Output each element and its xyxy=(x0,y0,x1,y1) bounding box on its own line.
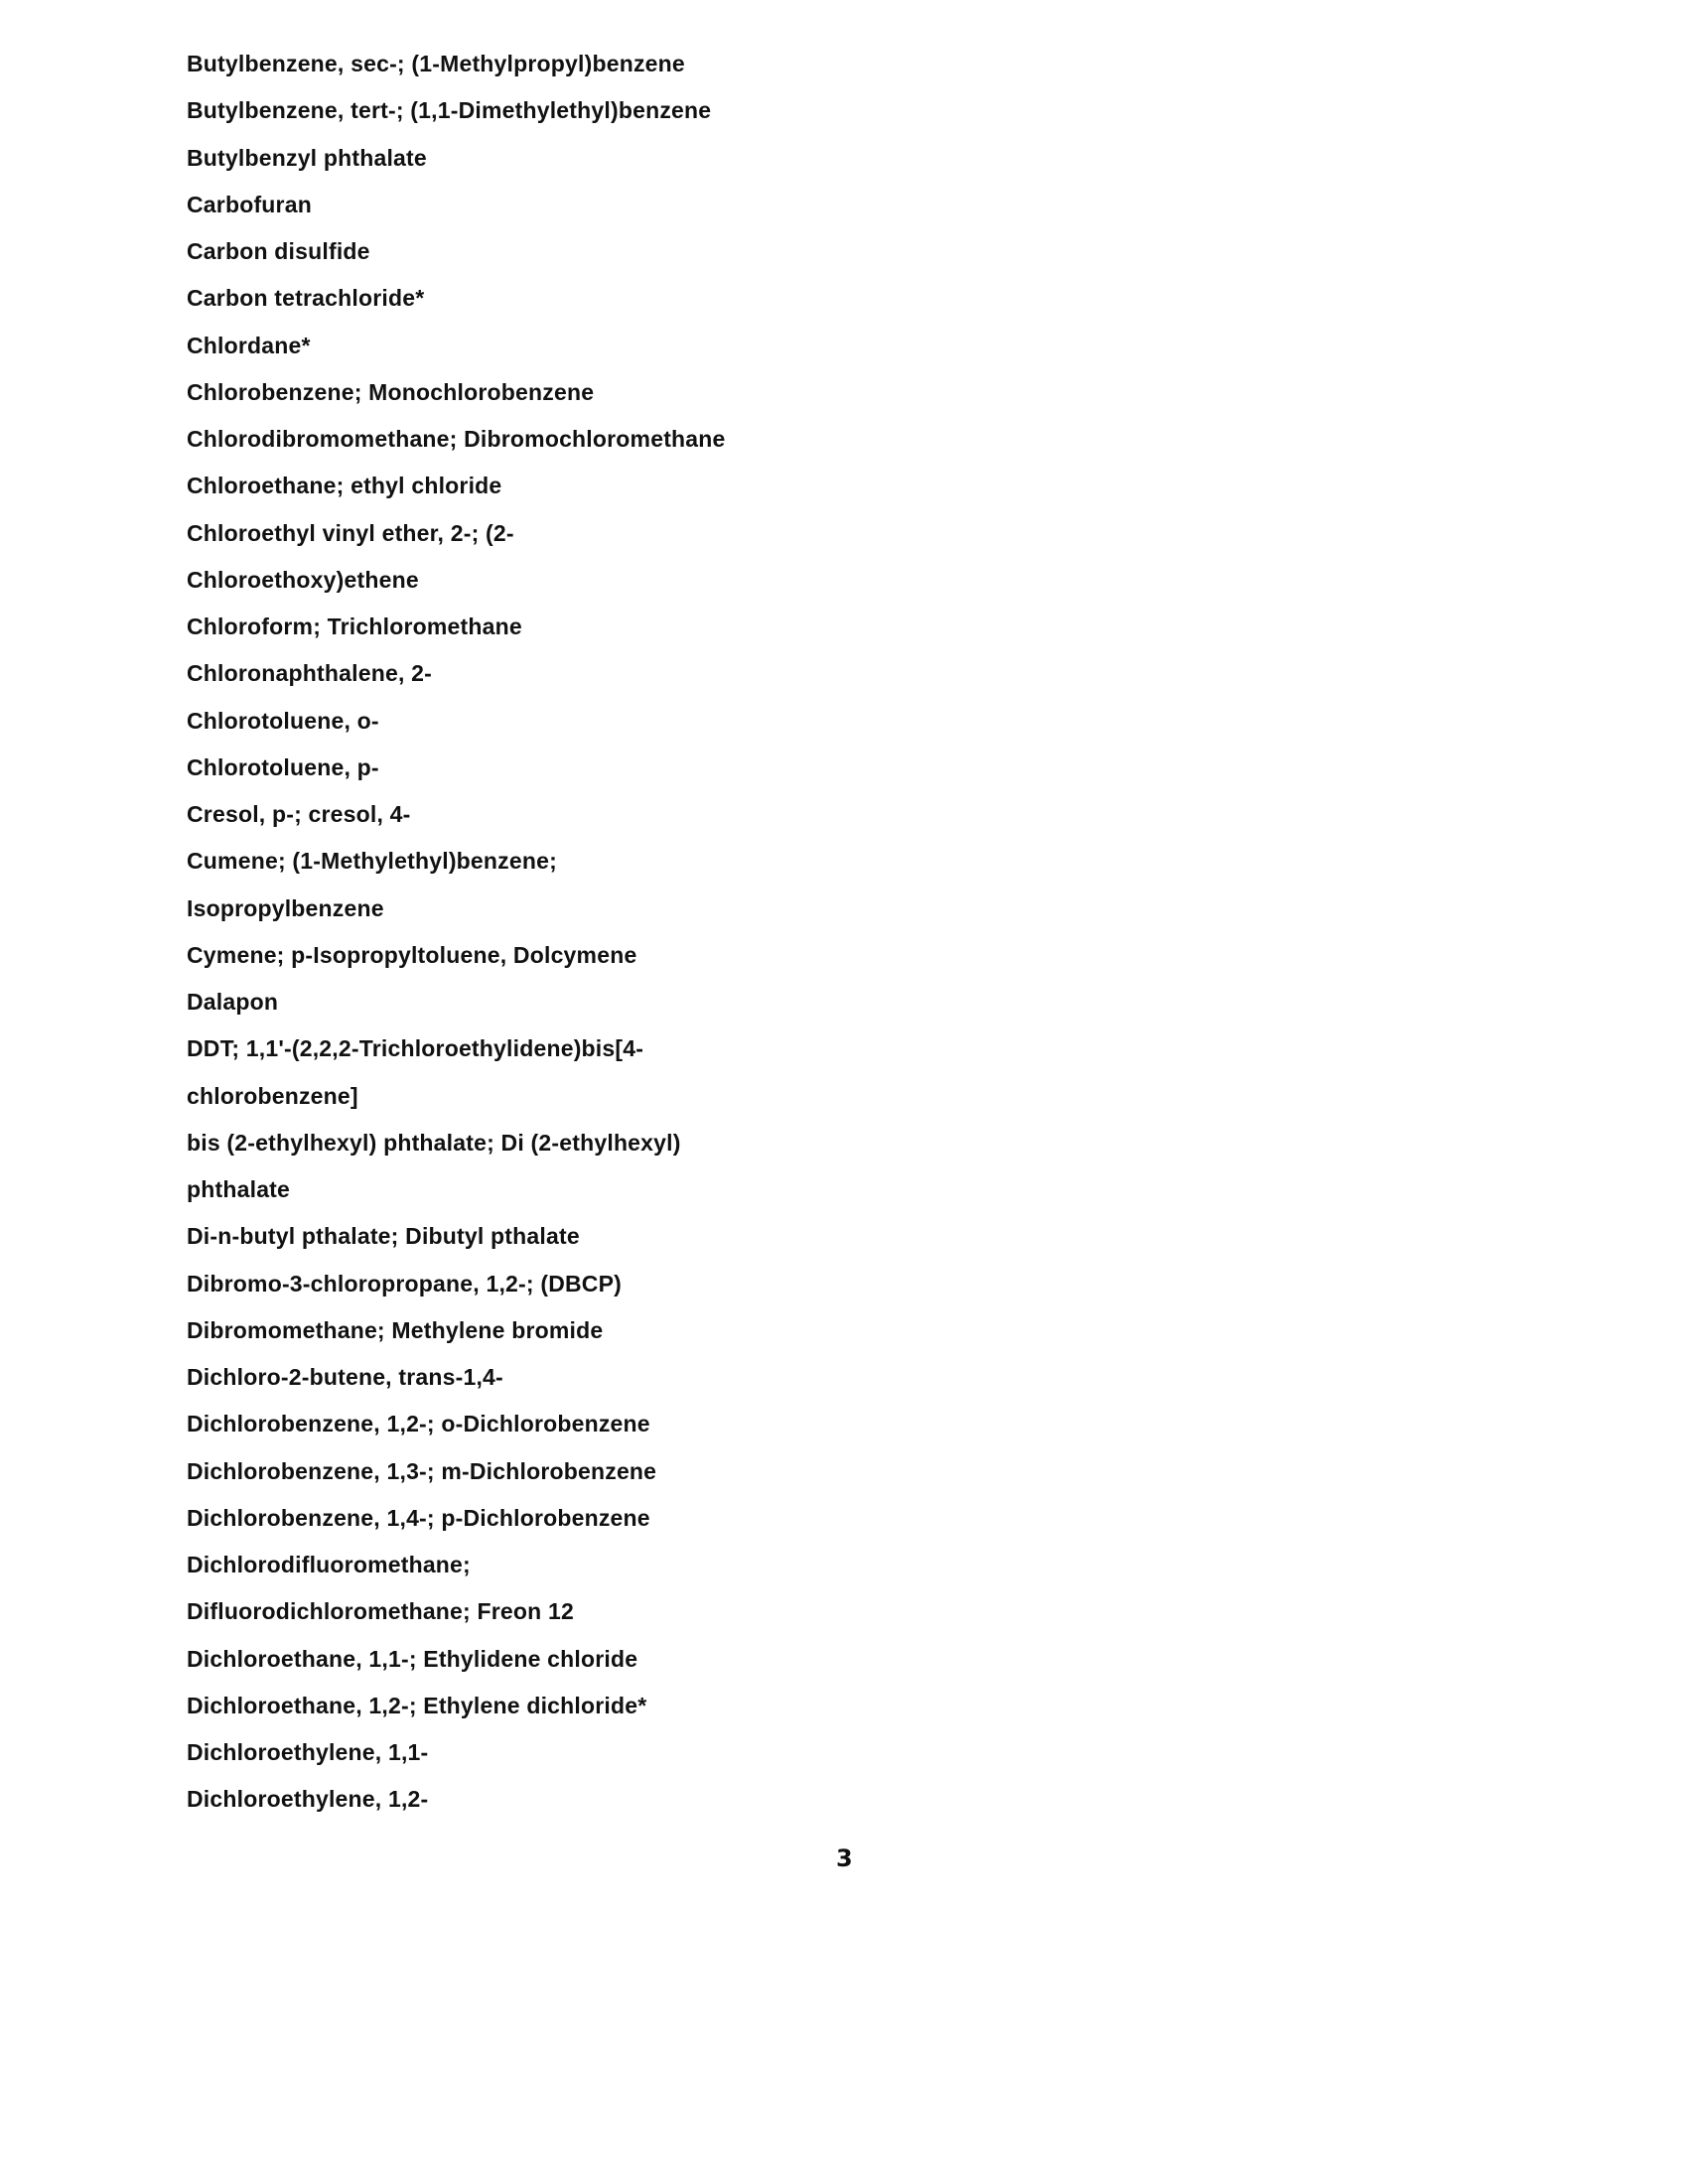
list-item: bis (2-ethylhexyl) phthalate; Di (2-ethylhexyl) xyxy=(187,1129,681,1156)
list-item: Difluorodichloromethane; Freon 12 xyxy=(187,1598,574,1625)
list-item: Chloroform; Trichloromethane xyxy=(187,614,522,639)
list-item: Butylbenzene, tert-; (1,1-Dimethylethyl)benzene xyxy=(187,97,712,124)
list-item: Dichloroethylene, 1,2- xyxy=(187,1786,429,1813)
list-item: Cumene; (1-Methylethyl)benzene; xyxy=(187,848,557,875)
list-item: Dibromo-3-chloropropane, 1,2-; (DBCP) xyxy=(187,1270,623,1297)
list-item: Chloroethane; ethyl chloride xyxy=(187,473,502,499)
list-item: Butylbenzene, sec-; (1-Methylpropyl)benzene xyxy=(187,51,685,76)
list-item: Dichlorobenzene, 1,3-; m-Dichlorobenzene xyxy=(187,1457,657,1484)
list-item: Chloroethyl vinyl ether, 2-; (2- xyxy=(187,519,514,546)
list-item: Carbofuran xyxy=(187,191,312,217)
list-item: Chlorodibromomethane; Dibromochloromethane xyxy=(187,426,726,452)
list-item: Chlorobenzene; Monochlorobenzene xyxy=(187,378,595,405)
list-item: Cresol, p-; cresol, 4- xyxy=(187,801,411,827)
list-item: Butylbenzyl phthalate xyxy=(187,144,427,171)
list-item: Dichloroethane, 1,2-; Ethylene dichloride* xyxy=(187,1692,647,1718)
list-item: Dichloro-2-butene, trans-1,4- xyxy=(187,1364,503,1390)
list-item: Chloronaphthalene, 2- xyxy=(187,660,432,687)
list-item: Dichlorobenzene, 1,2-; o-Dichlorobenzene xyxy=(187,1411,650,1437)
list-item: Di-n-butyl pthalate; Dibutyl pthalate xyxy=(187,1223,580,1250)
list-item: phthalate xyxy=(187,1176,291,1202)
list-item: Isopropylbenzene xyxy=(187,894,384,921)
list-item: Dichloroethane, 1,1-; Ethylidene chloride xyxy=(187,1645,638,1672)
list-item: Carbon disulfide xyxy=(187,238,370,264)
list-item: DDT; 1,1'-(2,2,2-Trichloroethylidene)bis[4- xyxy=(187,1035,644,1062)
chemical-list xyxy=(187,46,726,1829)
list-item: Cymene; p-Isopropyltoluene, Dolcymene xyxy=(187,941,637,968)
list-item: Chloroethoxy)ethene xyxy=(187,566,419,593)
list-item: chlorobenzene] xyxy=(187,1082,358,1109)
page-number: 3 xyxy=(836,1844,853,1872)
list-item: Dichlorodifluoromethane; xyxy=(187,1552,471,1577)
list-item: Dichlorobenzene, 1,4-; p-Dichlorobenzene xyxy=(187,1504,650,1531)
list-item: Chlorotoluene, p- xyxy=(187,753,379,780)
list-item: Dibromomethane; Methylene bromide xyxy=(187,1316,604,1343)
list-item: Chlordane* xyxy=(187,332,311,358)
list-item: Chlorotoluene, o- xyxy=(187,707,379,734)
list-item: Carbon tetrachloride* xyxy=(187,285,425,312)
list-item: Dichloroethylene, 1,1- xyxy=(187,1739,429,1765)
list-item: Dalapon xyxy=(187,989,279,1015)
